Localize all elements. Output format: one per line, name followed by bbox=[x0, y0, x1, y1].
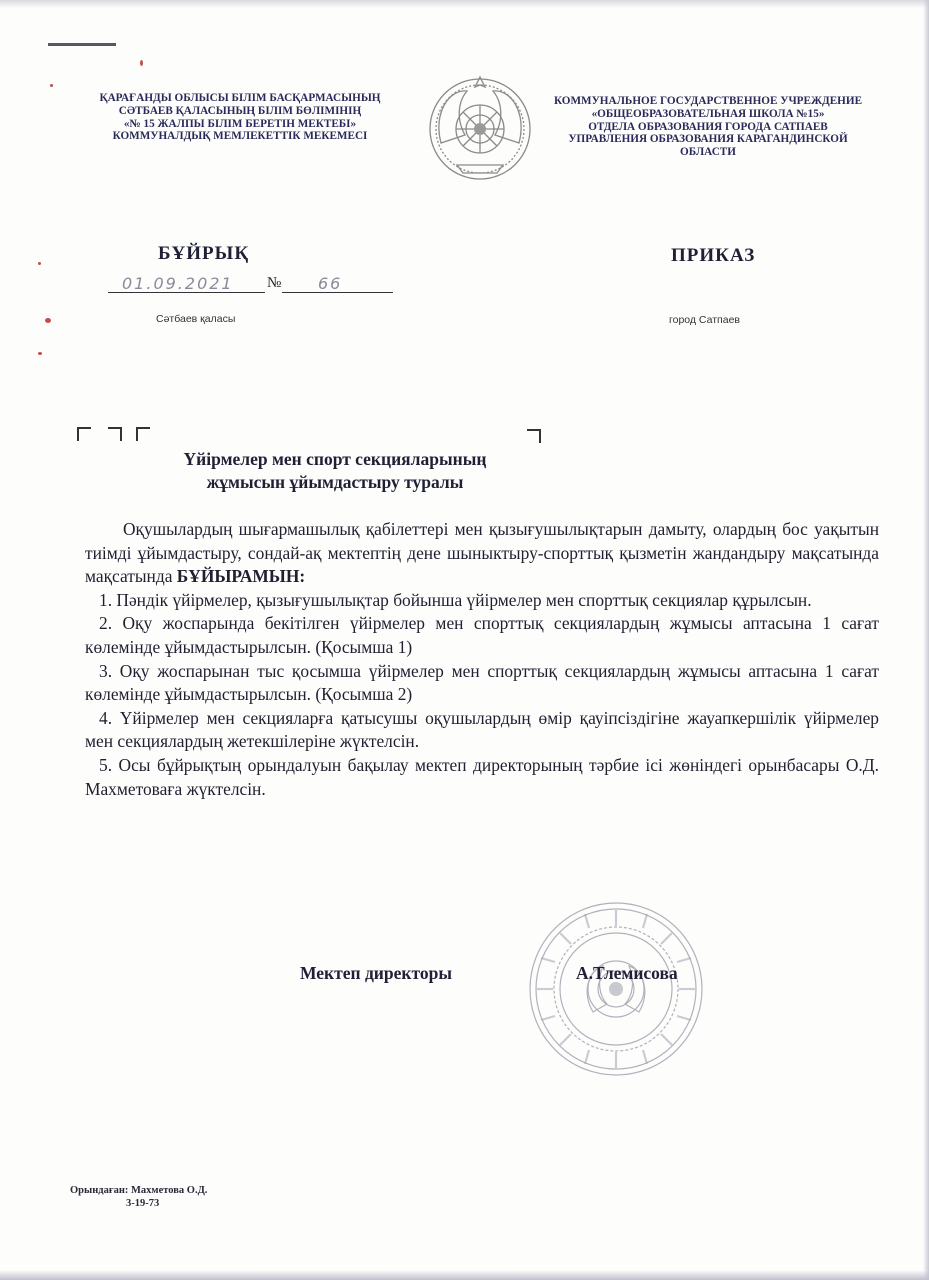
city-russian: город Сатпаев bbox=[669, 314, 740, 326]
city-kazakh: Сәтбаев қаласы bbox=[156, 313, 236, 325]
intro-text: Оқушылардың шығармашылық қабілеттері мен қызығушылықтарын дамыту, олардың бос уақытын тиімді ұйымдастыру, сондай-ақ мектептің дене шыныктыру-спорттық қызметін жандандыру мақсатында мақсатында bbox=[85, 519, 879, 587]
signature-name: А.Тлемисова bbox=[576, 963, 678, 983]
order-number: 66 bbox=[318, 274, 343, 293]
header-kazakh-line: СӘТБАЕВ ҚАЛАСЫНЫҢ БІЛІМ БӨЛІМІНІҢ bbox=[118, 104, 362, 117]
executor-name: Орындаған: Махметова О.Д. bbox=[70, 1185, 208, 1196]
scan-edge-top bbox=[0, 0, 929, 8]
order-date: 01.09.2021 bbox=[122, 274, 234, 293]
header-kazakh-line: ҚАРАҒАНДЫ ОБЛЫСЫ БІЛІМ БАСҚАРМАСЫНЫҢ bbox=[99, 92, 381, 104]
scan-artifact-line bbox=[48, 43, 116, 46]
signature-role: Мектеп директоры bbox=[300, 963, 452, 983]
scan-speck bbox=[140, 60, 143, 66]
round-school-stamp-icon bbox=[527, 900, 705, 1078]
order-item: 2. Оқу жоспарында бекітілген үйірмелер мен спорттық секциялардың жұмысы аптасына 1 сағат көлемінде ұйымдастырылсын. (Қосымша 1) bbox=[85, 613, 879, 657]
executor-footer bbox=[70, 1184, 207, 1210]
order-date-number-line bbox=[108, 274, 393, 296]
order-title-kazakh: БҰЙРЫҚ bbox=[158, 243, 250, 264]
header-kazakh bbox=[62, 92, 418, 143]
header-russian-line: УПРАВЛЕНИЯ ОБРАЗОВАНИЯ КАРАГАНДИНСКОЙ bbox=[568, 133, 848, 146]
corner-mark bbox=[108, 427, 122, 441]
order-body bbox=[85, 518, 879, 801]
executor-phone: 3-19-73 bbox=[126, 1198, 160, 1209]
order-item: 1. Пәндік үйірмелер, қызығушылықтар бойынша үйірмелер мен спорттық секциялар құрылсын. bbox=[99, 589, 812, 610]
corner-mark bbox=[136, 427, 150, 441]
number-sign: № bbox=[267, 275, 282, 291]
order-item: 5. Осы бұйрықтың орындалуын бақылау мектеп директорының тәрбие ісі жөніндегі орынбасары О.Д. Махметоваға жүктелсін. bbox=[85, 754, 879, 799]
header-russian-line: ОТДЕЛА ОБРАЗОВАНИЯ ГОРОДА САТПАЕВ bbox=[588, 120, 828, 133]
order-item: 3. Оқу жоспарынан тыс қосымша үйірмелер мен спорттық секциялардың жұмысы аптасына 1 сағат көлемінде ұйымдастырылсын. (Қосымша 2) bbox=[85, 660, 879, 705]
header-russian-line: КОММУНАЛЬНОЕ ГОСУДАРСТВЕННОЕ УЧРЕЖДЕНИЕ bbox=[553, 95, 863, 107]
header-kazakh-line: КОММУНАЛДЫҚ МЕМЛЕКЕТТІК МЕКЕМЕСІ bbox=[112, 130, 368, 143]
subject-line: Үйірмелер мен спорт секцияларының bbox=[183, 449, 487, 469]
intro-paragraph bbox=[85, 518, 879, 589]
intro-directive: БҰЙЫРАМЫН: bbox=[176, 566, 306, 587]
scan-speck bbox=[50, 84, 53, 87]
header-russian-line: «ОБЩЕОБРАЗОВАТЕЛЬНАЯ ШКОЛА №15» bbox=[591, 107, 825, 120]
kazakhstan-state-emblem-icon bbox=[427, 73, 533, 185]
subject-line: жұмысын ұйымдастыру туралы bbox=[206, 472, 464, 492]
order-item: 4. Үйірмелер мен секцияларға қатысушы оқушылардың өмір қауіпсіздігіне жауапкершілік үйірмелер мен секциялардың жетекшілеріне жүктелсін. bbox=[85, 707, 879, 752]
scan-edge-right bbox=[923, 0, 929, 1280]
header-kazakh-line: «№ 15 ЖАЛПЫ БІЛІМ БЕРЕТІН МЕКТЕБІ» bbox=[123, 117, 357, 130]
scan-edge-bottom bbox=[0, 1270, 929, 1280]
scan-speck bbox=[45, 318, 51, 323]
scan-speck bbox=[38, 262, 41, 265]
corner-mark bbox=[527, 429, 541, 443]
header-russian bbox=[530, 95, 886, 159]
order-subject bbox=[130, 448, 540, 494]
corner-mark bbox=[77, 427, 91, 441]
order-title-russian: ПРИКАЗ bbox=[671, 245, 756, 266]
scan-speck bbox=[38, 352, 42, 355]
header-russian-line: ОБЛАСТИ bbox=[680, 146, 736, 159]
